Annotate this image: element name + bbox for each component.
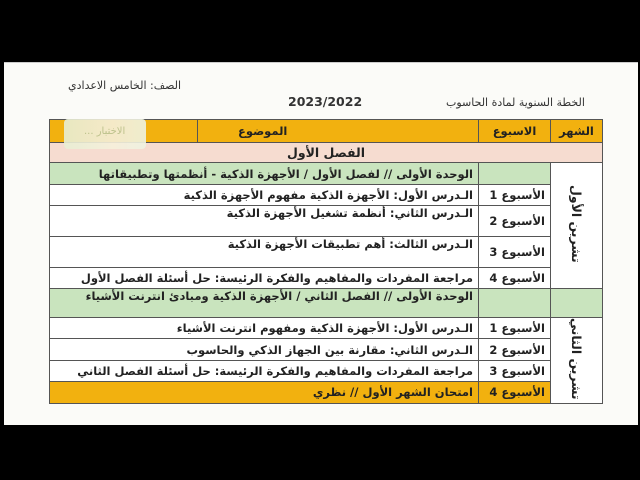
week-cell: الأسبوع 2 bbox=[479, 339, 551, 360]
topic-cell: مراجعة المفردات والمفاهيم والفكرة الرئيسة: حل أسئلة الفصل الأول bbox=[50, 268, 479, 289]
unit-row bbox=[50, 163, 603, 185]
table-row bbox=[50, 339, 603, 360]
unit-title: الوحدة الأولى // الفصل الثاني / الأجهزة الذكية ومبادئ انترنت الأشياء bbox=[50, 289, 479, 318]
topic-cell: الـدرس الثاني: أنظمة تشغيل الأجهزة الذكية bbox=[50, 206, 479, 237]
table-row bbox=[50, 237, 603, 268]
plan-title: الخطة السنوية لمادة الحاسوب bbox=[446, 96, 585, 109]
month-cell: تشرين الأول bbox=[551, 163, 603, 289]
topic-cell: امتحان الشهر الأول // نظري bbox=[50, 382, 479, 403]
table-row bbox=[50, 185, 603, 206]
topic-cell: الـدرس الثاني: مقارنة بين الجهاز الذكي والحاسوب bbox=[50, 339, 479, 360]
academic-year: 2023/2022 bbox=[288, 94, 363, 109]
topic-cell: الـدرس الأول: الأجهزة الذكية ومفهوم انترنت الأشياء bbox=[50, 318, 479, 339]
header-topic: الموضوع bbox=[198, 120, 479, 143]
unit-month-empty bbox=[551, 289, 603, 318]
week-cell: الأسبوع 2 bbox=[479, 206, 551, 237]
month-cell: تشرين الثاني bbox=[551, 318, 603, 404]
topic-cell: الـدرس الثالث: أهم تطبيقات الأجهزة الذكية bbox=[50, 237, 479, 268]
week-cell: الأسبوع 1 bbox=[479, 185, 551, 206]
annual-plan-table bbox=[49, 119, 603, 404]
header-month: الشهر bbox=[551, 120, 603, 143]
week-cell: الأسبوع 3 bbox=[479, 360, 551, 381]
header-week: الاسبوع bbox=[479, 120, 551, 143]
week-cell: الأسبوع 4 bbox=[479, 382, 551, 403]
week-cell: الأسبوع 4 bbox=[479, 268, 551, 289]
unit-row bbox=[50, 289, 603, 318]
week-cell: الأسبوع 3 bbox=[479, 237, 551, 268]
table-row bbox=[50, 268, 603, 289]
table-row bbox=[50, 360, 603, 381]
table-row bbox=[50, 206, 603, 237]
unit-title: الوحدة الأولى // لفصل الأول / الأجهزة الذكية - أنظمتها وتطبيقاتها bbox=[50, 163, 479, 185]
exam-row bbox=[50, 382, 603, 403]
unit-week-empty bbox=[479, 163, 551, 185]
semester-title: الفصل الأول bbox=[50, 143, 603, 163]
grade-label: الصف: الخامس الاعدادي bbox=[68, 79, 182, 92]
school-logo-watermark: الاختبار ... bbox=[64, 119, 146, 149]
unit-week-empty bbox=[479, 289, 551, 318]
topic-cell: الـدرس الأول: الأجهزة الذكية مفهوم الأجهزة الذكية bbox=[50, 185, 479, 206]
week-cell: الأسبوع 1 bbox=[479, 318, 551, 339]
document-page bbox=[4, 62, 638, 425]
table-row bbox=[50, 318, 603, 339]
topic-cell: مراجعة المفردات والمفاهيم والفكرة الرئيسة: حل أسئلة الفصل الثاني bbox=[50, 360, 479, 381]
